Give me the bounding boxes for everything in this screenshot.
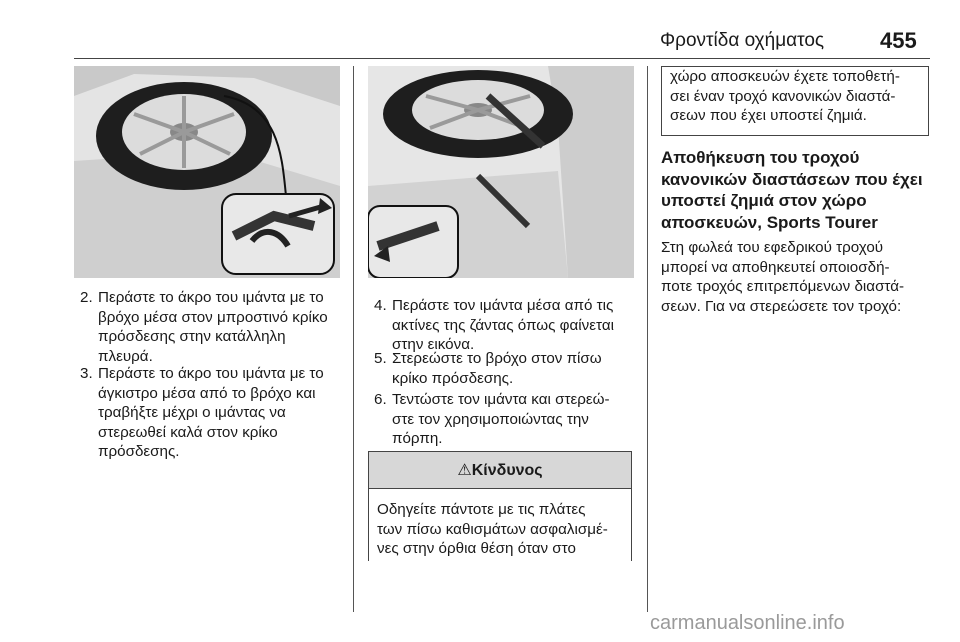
step-3-line-1: Περάστε το άκρο του ιμάντα με το	[98, 365, 324, 382]
danger-title-text: Κίνδυνος	[471, 462, 543, 479]
column-divider-left	[353, 66, 354, 612]
heading-line-1: Αποθήκευση του τροχού	[661, 148, 860, 167]
warning-icon: ⚠	[457, 462, 472, 479]
header-rule	[74, 58, 930, 59]
figure-strap-rim-spokes-illustration	[368, 66, 634, 278]
page-number: 455	[880, 28, 917, 53]
continuation-line-3: σεων που έχει υποστεί ζημιά.	[670, 107, 867, 124]
step-4-line-1: Περάστε τον ιμάντα μέσα από τις	[392, 297, 614, 314]
step-2-line-2: βρόχο μέσα στον μπροστινό κρίκο	[98, 308, 328, 326]
step-2-line-3: πρόσδεσης στην κατάλληλη	[98, 328, 286, 345]
danger-continuation-box	[661, 66, 929, 136]
body-line-2: μπορεί να αποθηκευτεί οποιοσδή-	[661, 258, 890, 276]
step-5-text	[392, 349, 602, 388]
step-5-line-1: Στερεώστε το βρόχο στον πίσω	[392, 350, 602, 367]
column-divider-right	[647, 66, 648, 612]
danger-line-2: των πίσω καθισμάτων ασφαλισμέ-	[377, 520, 608, 538]
step-3-line-5: πρόσδεσης.	[98, 443, 180, 460]
step-2-number: 2.	[80, 289, 93, 306]
step-4-number: 4.	[374, 297, 387, 314]
step-2-line-1: Περάστε το άκρο του ιμάντα με το	[98, 289, 324, 306]
step-6-text	[392, 390, 610, 449]
danger-body	[368, 488, 632, 561]
step-3-line-2: άγκιστρο μέσα από το βρόχο και	[98, 384, 316, 402]
step-2-text	[98, 288, 328, 366]
danger-continuation-text	[670, 67, 924, 126]
danger-line-1: Οδηγείτε πάντοτε με τις πλάτες	[377, 501, 586, 518]
step-3-line-4: στερεωθεί καλά στον κρίκο	[98, 423, 278, 441]
step-6-line-3: πόρπη.	[392, 430, 443, 447]
step-6-line-2: στε τον χρησιμοποιώντας την	[392, 410, 589, 428]
step-5-number: 5.	[374, 350, 387, 367]
heading-line-3: υποστεί ζημιά στον χώρο	[661, 191, 867, 211]
figure-strap-front-ring	[74, 66, 340, 278]
page-header	[0, 0, 960, 60]
heading-line-2: κανονικών διαστάσεων που έχει	[661, 169, 923, 189]
step-4-line-3: στην εικόνα.	[392, 336, 475, 353]
heading-line-4: αποσκευών, Sports Tourer	[661, 212, 878, 232]
figure-strap-front-ring-illustration	[74, 66, 340, 278]
body-line-3: ποτε τροχός επιτρεπόμενων διαστά-	[661, 278, 905, 295]
body-line-4: σεων. Για να στερεώσετε τον τροχό:	[661, 297, 902, 315]
section-heading	[661, 147, 929, 233]
page-title: Φροντίδα οχήματος	[660, 30, 825, 51]
step-5-line-2: κρίκο πρόσδεσης.	[392, 369, 514, 387]
danger-header	[368, 451, 632, 489]
danger-text	[377, 500, 627, 559]
step-3-number: 3.	[80, 365, 93, 382]
step-6-line-1: Τεντώστε τον ιμάντα και στερεώ-	[392, 391, 610, 408]
step-3-line-3: τραβήξτε μέχρι ο ιμάντας να	[98, 404, 286, 421]
step-2-line-4: πλευρά.	[98, 347, 153, 365]
section-body	[661, 238, 929, 316]
continuation-line-1: χώρο αποσκευών έχετε τοποθετή-	[670, 68, 900, 85]
step-4-text	[392, 296, 614, 355]
watermark: carmanualsonline.info	[650, 612, 845, 634]
danger-box	[368, 451, 632, 561]
danger-title	[369, 460, 631, 480]
continuation-line-2: σει έναν τροχό κανονικών διαστά-	[670, 87, 896, 105]
figure-strap-rim-spokes	[368, 66, 634, 278]
body-line-1: Στη φωλεά του εφεδρικού τροχού	[661, 239, 884, 256]
danger-line-3: νες στην όρθια θέση όταν στο	[377, 540, 576, 557]
step-3-text	[98, 364, 324, 462]
step-4-line-2: ακτίνες της ζάντας όπως φαίνεται	[392, 316, 614, 334]
step-6-number: 6.	[374, 391, 387, 408]
